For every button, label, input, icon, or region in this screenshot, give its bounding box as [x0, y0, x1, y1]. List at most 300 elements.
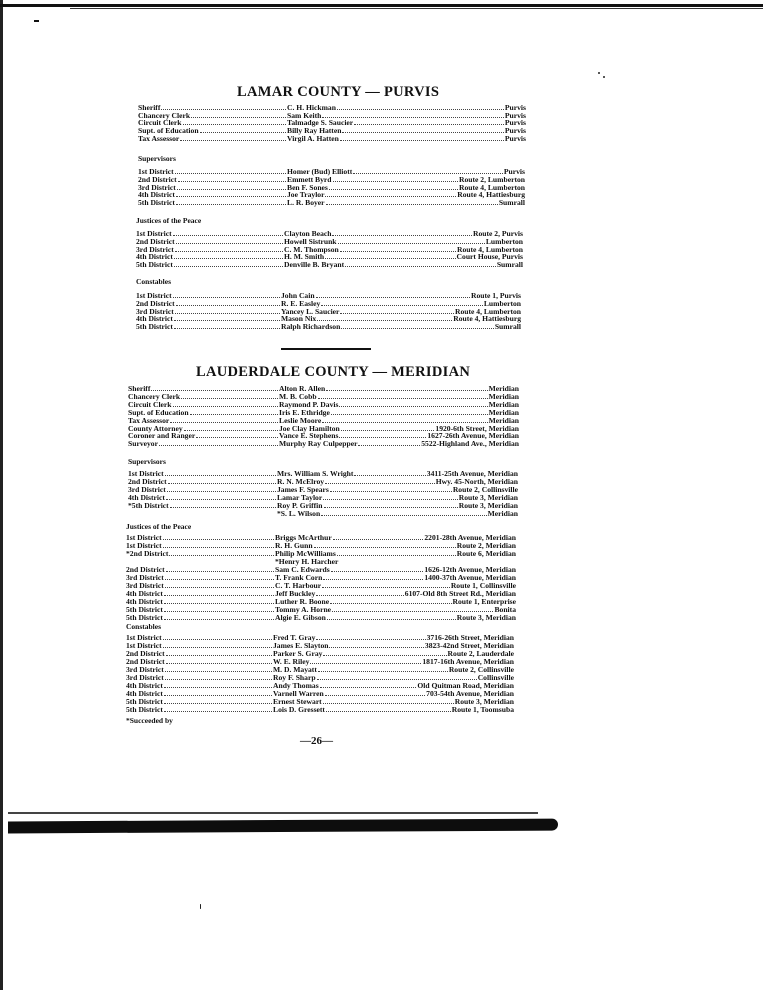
dot-leader	[163, 534, 274, 540]
officer-name: *Henry H. Harcher	[275, 556, 339, 566]
dot-leader	[178, 176, 286, 182]
officer-name: Parker S. Gray	[273, 649, 323, 658]
lauderdale-county-title: LAUDERDALE COUNTY — MERIDIAN	[196, 364, 471, 380]
officer-address: Old Quitman Road, Meridian	[417, 681, 514, 690]
dot-leader	[338, 243, 485, 244]
officer-name: Sam C. Edwards	[275, 564, 330, 574]
dot-leader	[164, 682, 272, 688]
directory-row	[128, 440, 519, 448]
office-label: 2nd District	[126, 657, 165, 666]
dot-leader	[340, 140, 504, 141]
officer-address: Route 1, Toomsuba	[451, 705, 514, 714]
officer-name: H. M. Smith	[284, 252, 325, 262]
office-label: 5th District	[136, 260, 173, 270]
officer-name: John Cain	[281, 291, 315, 300]
label-cell	[136, 261, 284, 269]
dot-leader	[325, 196, 456, 197]
officer-address: Route 4, Hattiesburg	[453, 314, 521, 324]
dot-leader	[165, 674, 272, 680]
dot-leader	[166, 494, 276, 500]
office-label: 4th District	[128, 492, 165, 502]
officer-name: Mason Nix	[281, 314, 317, 324]
dot-leader	[339, 406, 487, 407]
dot-leader	[316, 595, 403, 596]
office-label: 3rd District	[126, 572, 164, 582]
officer-name: W. E. Riley	[273, 657, 310, 666]
office-label: 3rd District	[138, 182, 176, 192]
office-label: 3rd District	[126, 673, 164, 682]
scan-mark	[34, 20, 39, 22]
dot-leader	[326, 390, 487, 391]
dot-leader	[169, 550, 274, 556]
dot-leader	[332, 611, 493, 612]
officer-address: Sumrall	[498, 198, 525, 208]
officer-name: Algie E. Gibson	[275, 612, 326, 622]
officer-address: Route 1, Collinsville	[450, 580, 516, 590]
office-label: 5th District	[126, 604, 163, 614]
dot-leader	[170, 417, 278, 423]
officer-name: Andy Thomas	[273, 681, 319, 690]
officer-address: Route 2, Meridian	[456, 540, 516, 550]
dot-leader	[330, 603, 451, 604]
dot-leader	[151, 385, 278, 391]
directory-row	[138, 191, 525, 199]
office-label: 3rd District	[136, 306, 174, 316]
dot-leader	[173, 230, 283, 236]
officer-address: Purvis	[504, 103, 526, 112]
officer-name: Luther R. Boone	[275, 596, 330, 606]
officer-address: Meridian	[487, 508, 518, 518]
label-cell	[126, 614, 275, 622]
office-label: 1st District	[126, 540, 162, 550]
directory-row	[126, 706, 514, 714]
office-label: *5th District	[128, 500, 169, 510]
officer-address: Route 3, Meridian	[456, 612, 516, 622]
dot-leader	[341, 430, 435, 431]
page-number: —26—	[300, 735, 333, 747]
officer-name: Yancey L. Saucier	[281, 306, 340, 316]
dot-leader	[314, 547, 456, 548]
bottom-scan-shadow	[8, 819, 558, 834]
officer-address: Bonita	[494, 604, 516, 614]
directory-row	[136, 323, 521, 331]
officer-address: Meridian	[488, 399, 519, 409]
officer-name: Sam Keith	[287, 110, 322, 120]
dot-leader	[181, 393, 278, 399]
section-divider	[281, 348, 371, 350]
officer-address: 1626-12th Avenue, Meridian	[424, 564, 516, 574]
dot-leader	[176, 238, 283, 244]
officer-name: C. M. Thompson	[284, 244, 339, 254]
officer-address: Route 3, Meridian	[458, 500, 518, 510]
dot-leader	[325, 258, 455, 259]
top-scan-border	[0, 4, 763, 7]
office-label: 3rd District	[126, 665, 164, 674]
officer-address: Route 2, Lauderdale	[447, 649, 514, 658]
office-label: 4th District	[138, 190, 175, 200]
office-label: Supt. of Education	[128, 407, 189, 417]
officer-address: 3716-26th Street, Meridian	[426, 633, 514, 642]
dot-leader	[330, 491, 452, 492]
officer-name: Lois D. Gressett	[273, 705, 325, 714]
dot-leader	[317, 679, 477, 680]
office-label: 4th District	[126, 689, 163, 698]
scan-speck	[200, 904, 201, 909]
dot-leader	[326, 711, 451, 712]
office-label: 2nd District	[136, 298, 175, 308]
directory-row	[128, 409, 519, 417]
dot-leader	[175, 168, 286, 174]
label-cell	[126, 706, 273, 714]
dot-leader	[163, 634, 272, 640]
office-label: Tax Assessor	[138, 133, 180, 143]
dot-leader	[165, 666, 272, 672]
dot-leader	[177, 184, 286, 190]
dot-leader	[164, 690, 272, 696]
officer-name: James E. Slayton	[273, 641, 329, 650]
office-label: Surveyor	[128, 439, 158, 449]
officer-address: Sumrall	[496, 260, 523, 270]
dot-leader	[316, 639, 425, 640]
office-label: 3rd District	[136, 244, 174, 254]
office-label: 4th District	[136, 314, 173, 324]
officer-name: R. E. Easley	[281, 298, 321, 308]
dot-leader	[342, 132, 503, 133]
dot-leader	[345, 266, 496, 267]
office-label: 5th District	[126, 612, 163, 622]
lamar-constables-heading: Constables	[136, 277, 172, 286]
officer-address: Route 4, Lumberton	[454, 306, 521, 316]
officer-address: Route 4, Lumberton	[456, 244, 523, 254]
officer-name: Emmett Byrd	[287, 174, 332, 184]
office-label: 5th District	[126, 705, 163, 714]
dot-leader	[184, 425, 278, 431]
officer-name: Clayton Beach	[284, 229, 332, 238]
scan-speck	[603, 76, 605, 78]
officer-address: Route 1, Enterprise	[452, 596, 516, 606]
dot-leader	[325, 483, 435, 484]
officer-name: Briggs McArthur	[275, 533, 332, 542]
dot-leader	[159, 440, 278, 446]
officer-name: R. H. Gunn	[275, 540, 313, 550]
officer-address: 6107-Old 8th Street Rd., Meridian	[404, 588, 516, 598]
office-label: 1st District	[136, 291, 172, 300]
officer-name: Raymond P. Davis	[279, 399, 339, 409]
dot-leader	[340, 313, 454, 314]
dot-leader	[167, 486, 276, 492]
officer-address: Route 2, Collinsville	[448, 665, 514, 674]
officer-address: Purvis	[504, 126, 526, 136]
officer-name: James F. Spears	[277, 484, 329, 494]
dot-leader	[322, 587, 450, 588]
dot-leader	[183, 119, 286, 125]
officer-name: Homer (Bud) Elliott	[287, 167, 353, 176]
dot-leader	[176, 199, 286, 205]
office-label: 5th District	[136, 322, 173, 332]
officer-name: Mrs. William S. Wright	[277, 469, 354, 478]
office-label: 1st District	[126, 641, 162, 650]
officer-address: Lumberton	[483, 298, 521, 308]
officer-name: Billy Ray Hatten	[287, 126, 342, 136]
office-label: 2nd District	[138, 174, 177, 184]
footnote: *Succeeded by	[126, 716, 173, 725]
dot-leader	[191, 112, 286, 118]
dot-leader	[168, 478, 276, 484]
dot-leader	[166, 566, 274, 572]
dot-leader	[165, 574, 274, 580]
bottom-scan-line	[8, 812, 538, 814]
officer-name: Howell Sistrunk	[284, 236, 337, 246]
officer-name: Joe Traylor	[287, 190, 325, 200]
officer-address: Meridian	[488, 407, 519, 417]
dot-leader	[323, 579, 423, 580]
officer-address: 5522-Highland Ave., Meridian	[421, 439, 519, 449]
officer-address: Route 3, Meridian	[454, 697, 514, 706]
officer-address: Hwy. 45-North, Meridian	[435, 476, 518, 486]
dot-leader	[190, 409, 278, 415]
dot-leader	[329, 647, 423, 648]
dot-leader	[174, 323, 280, 329]
label-cell	[136, 323, 281, 331]
office-label: Chancery Clerk	[138, 110, 191, 120]
officer-name: *S. L. Wilson	[277, 508, 321, 518]
officer-address: Court House, Purvis	[456, 252, 523, 262]
officer-name: Ben F. Sones	[287, 182, 328, 192]
officer-address: Collinsville	[477, 673, 514, 682]
office-label: Circuit Clerk	[138, 118, 182, 128]
dot-leader	[318, 671, 448, 672]
officer-name: Joe Clay Hamilton	[279, 423, 340, 433]
office-label: 4th District	[136, 252, 173, 262]
office-label: 1st District	[126, 633, 162, 642]
dot-leader	[337, 555, 456, 556]
dot-leader	[166, 650, 272, 656]
dot-leader	[331, 571, 424, 572]
officer-address: 1400-37th Avenue, Meridian	[424, 572, 516, 582]
officer-address: 1920-6th Street, Meridian	[435, 423, 519, 433]
office-label: 1st District	[128, 469, 164, 478]
office-label: 1st District	[126, 533, 162, 542]
office-label: Sheriff	[138, 103, 161, 112]
dot-leader	[333, 539, 424, 540]
officer-name: Alton R. Allen	[279, 384, 326, 393]
top-scan-border-thin	[70, 8, 763, 9]
officer-address: Route 6, Meridian	[456, 548, 516, 558]
office-label: 2nd District	[128, 476, 167, 486]
office-label: Sheriff	[128, 384, 151, 393]
office-label: Circuit Clerk	[128, 399, 172, 409]
dot-leader	[320, 687, 417, 688]
officer-name: Roy F. Sharp	[273, 673, 316, 682]
officer-address: 3823-42nd Street, Meridian	[424, 641, 514, 650]
lamar-justices-heading: Justices of the Peace	[136, 216, 202, 225]
officer-name: R. N. McElroy	[277, 476, 325, 486]
officer-name: T. Frank Corn	[275, 572, 323, 582]
officer-name: Philip McWilliams	[275, 548, 336, 558]
officer-name: Denville B. Bryant	[284, 260, 345, 270]
dot-leader	[331, 414, 488, 415]
dot-leader	[164, 706, 272, 712]
officer-address: Purvis	[504, 118, 526, 128]
directory-row	[128, 385, 519, 393]
dot-leader	[353, 173, 503, 174]
officer-address: Purvis	[503, 167, 525, 176]
dot-leader	[333, 181, 458, 182]
dot-leader	[324, 507, 458, 508]
dot-leader	[166, 658, 272, 664]
officer-address: Meridian	[488, 391, 519, 401]
officer-name: C. H. Hickman	[287, 103, 336, 112]
officer-address: Route 2, Collinsville	[452, 484, 518, 494]
office-label: County Attorney	[128, 423, 183, 433]
dot-leader	[316, 297, 470, 298]
dot-leader	[164, 614, 274, 620]
dot-leader	[173, 401, 278, 407]
directory-row	[128, 502, 518, 510]
dot-leader	[163, 542, 274, 548]
dot-leader	[323, 703, 454, 704]
officer-name: Varnell Warren	[273, 689, 324, 698]
dot-leader	[321, 305, 483, 306]
office-label: 2nd District	[126, 649, 165, 658]
dot-leader	[175, 308, 280, 314]
directory-row	[128, 510, 518, 518]
dot-leader	[329, 189, 458, 190]
office-label: Tax Assessor	[128, 415, 170, 425]
directory-row	[136, 261, 523, 269]
officer-address: 1627-26th Avenue, Meridian	[427, 431, 519, 441]
office-label: Supt. of Education	[138, 126, 199, 136]
officer-name: L. R. Boyer	[287, 198, 325, 208]
office-label: *2nd District	[126, 548, 169, 558]
officer-address: Route 1, Purvis	[471, 291, 521, 300]
office-label: Chancery Clerk	[128, 391, 181, 401]
lauderdale-justices-heading: Justices of the Peace	[126, 522, 192, 531]
office-label: 5th District	[138, 198, 175, 208]
officer-name: Virgil A. Hatten	[287, 133, 339, 143]
officer-name: Iris E. Ethridge	[279, 407, 330, 417]
dot-leader	[180, 135, 286, 141]
directory-row	[138, 135, 526, 143]
officer-name: Leslie Moore	[279, 415, 322, 425]
label-cell	[138, 135, 287, 143]
dot-leader	[175, 246, 283, 252]
lamar-supervisors-heading: Supervisors	[138, 154, 176, 163]
dot-leader	[174, 261, 283, 267]
dot-leader	[323, 655, 446, 656]
officer-name: M. B. Cobb	[279, 391, 317, 401]
dot-leader	[326, 204, 498, 205]
officer-name: M. D. Mayatt	[273, 665, 317, 674]
officer-name: Talmadge S. Saucier	[287, 118, 354, 128]
office-label: 3rd District	[128, 484, 166, 494]
officer-address: Lumberton	[485, 236, 523, 246]
dot-leader	[332, 235, 472, 236]
officer-address: Route 2, Purvis	[473, 229, 523, 238]
office-label: 3rd District	[126, 580, 164, 590]
officer-address: Route 4, Lumberton	[458, 182, 525, 192]
dot-leader	[322, 422, 487, 423]
officer-name: Tommy A. Horne	[275, 604, 332, 614]
dot-leader	[165, 582, 274, 588]
officer-address: 3411-25th Avenue, Meridian	[426, 469, 518, 478]
dot-leader	[340, 251, 456, 252]
dot-leader	[318, 398, 488, 399]
officer-name: Vance E. Stephens	[279, 431, 339, 441]
officer-address: Route 2, Lumberton	[458, 174, 525, 184]
directory-row	[126, 614, 516, 622]
office-label: Coroner and Ranger	[128, 431, 196, 441]
officer-address: Route 3, Meridian	[458, 492, 518, 502]
lauderdale-constables-heading: Constables	[126, 622, 162, 631]
officer-address: Purvis	[504, 110, 526, 120]
directory-row	[136, 292, 521, 300]
officer-name: Ralph Richardson	[281, 322, 341, 332]
dot-leader	[323, 499, 458, 500]
page-left-edge	[0, 0, 3, 990]
officer-name: Jeff Buckley	[275, 588, 316, 598]
officer-address: Route 4, Hattiesburg	[457, 190, 525, 200]
office-label: 4th District	[126, 681, 163, 690]
dot-leader	[174, 253, 283, 259]
label-cell	[126, 550, 275, 558]
officer-address: 1817-16th Avenue, Meridian	[422, 657, 514, 666]
dot-leader	[337, 109, 504, 110]
office-label: 2nd District	[136, 236, 175, 246]
office-label: 2nd District	[126, 564, 165, 574]
officer-address: Purvis	[504, 133, 526, 143]
dot-leader	[341, 328, 494, 329]
dot-leader	[310, 663, 421, 664]
directory-row	[126, 666, 514, 674]
directory-row	[138, 199, 525, 207]
dot-leader	[164, 606, 274, 612]
dot-leader	[173, 292, 280, 298]
dot-leader	[354, 124, 504, 125]
dot-leader	[165, 470, 276, 476]
officer-name: Roy P. Griffin	[277, 500, 323, 510]
label-cell	[128, 440, 279, 448]
officer-name: Lamar Taylor	[277, 492, 323, 502]
dot-leader	[164, 598, 274, 604]
dot-leader	[161, 104, 286, 110]
dot-leader	[164, 590, 274, 596]
lamar-county-title: LAMAR COUNTY — PURVIS	[237, 84, 440, 100]
lauderdale-supervisors-heading: Supervisors	[128, 457, 166, 466]
dot-leader	[325, 695, 425, 696]
officer-address: 2201-28th Avenue, Meridian	[424, 533, 516, 542]
dot-leader	[176, 191, 286, 197]
officer-address: 703-54th Avenue, Meridian	[426, 689, 514, 698]
dot-leader	[164, 698, 272, 704]
dot-leader	[200, 127, 286, 133]
officer-address: Sumrall	[494, 322, 521, 332]
dot-leader	[327, 619, 456, 620]
office-label: 5th District	[126, 697, 163, 706]
officer-name: Ernest Stewart	[273, 697, 322, 706]
office-label: 1st District	[136, 229, 172, 238]
dot-leader	[163, 642, 272, 648]
officer-name: C. T. Harbour	[275, 580, 322, 590]
dot-leader	[321, 515, 486, 516]
label-cell	[138, 199, 287, 207]
officer-name: Murphy Ray Culpepper	[279, 439, 358, 449]
officer-address: Meridian	[488, 415, 519, 425]
office-label: 4th District	[126, 588, 163, 598]
dot-leader	[176, 300, 280, 306]
dot-leader	[358, 445, 420, 446]
officer-address: Meridian	[488, 384, 519, 393]
